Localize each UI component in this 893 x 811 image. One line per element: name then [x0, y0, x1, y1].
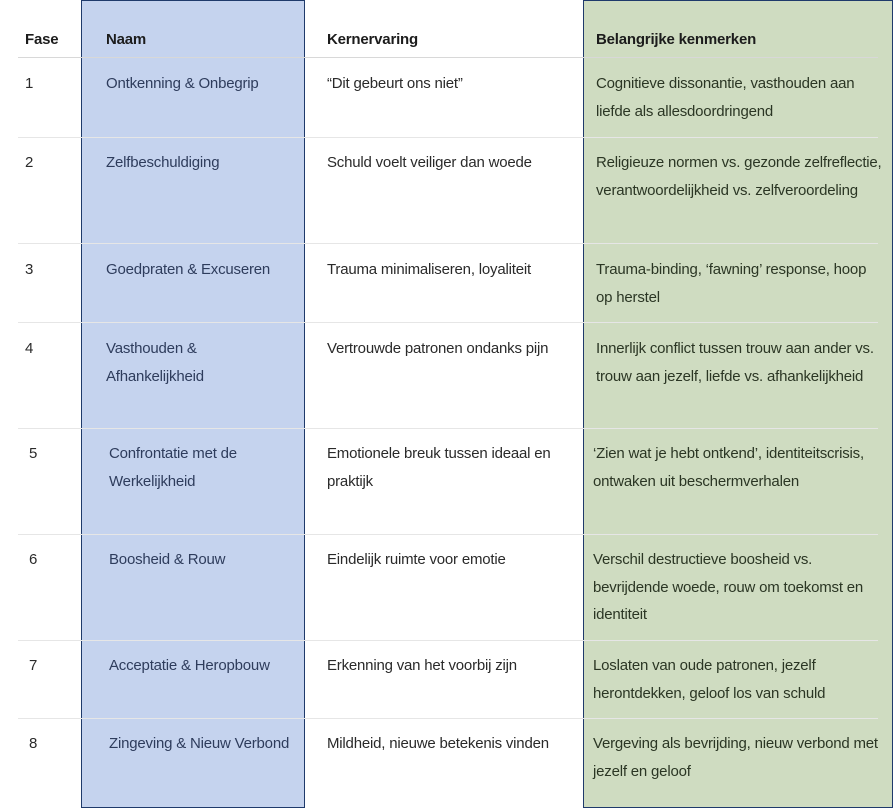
- cell-kernervaring: Mildheid, nieuwe betekenis vinden: [327, 735, 549, 752]
- cell-fase: 1: [25, 75, 34, 92]
- cell-naam: Zelfbeschuldiging: [106, 154, 220, 171]
- cell-naam: Goedpraten & Excuseren: [106, 261, 271, 278]
- cell-kernervaring: Eindelijk ruimte voor emotie: [327, 551, 506, 568]
- cell-naam: Zingeving & Nieuw Verbond: [109, 735, 290, 752]
- cell-kernervaring: “Dit gebeurt ons niet”: [327, 75, 463, 92]
- row-divider: [18, 243, 878, 244]
- cell-naam: Boosheid & Rouw: [109, 551, 226, 568]
- cell-kenmerken: Verschil destructieve boosheid vs. bevrijdende woede, rouw om toekomst en identiteit: [593, 551, 864, 623]
- cell-kenmerken: Loslaten van oude patronen, jezelf herontdekken, geloof los van schuld: [593, 657, 826, 702]
- cell-fase: 5: [29, 445, 38, 462]
- header-fase: Fase: [25, 31, 59, 48]
- cell-fase: 2: [25, 154, 34, 171]
- cell-fase: 6: [29, 551, 38, 568]
- row-divider: [18, 322, 878, 323]
- cell-kenmerken: Innerlijk conflict tussen trouw aan ander vs. trouw aan jezelf, liefde vs. afhankelijkheid: [596, 340, 874, 385]
- cell-kenmerken: Trauma-binding, ‘fawning’ response, hoop op herstel: [596, 261, 867, 306]
- cell-fase: 8: [29, 735, 38, 752]
- cell-kernervaring: Trauma minimaliseren, loyaliteit: [327, 261, 531, 278]
- cell-naam: Confrontatie met de Werkelijkheid: [109, 445, 237, 490]
- cell-kenmerken: Religieuze normen vs. gezonde zelfreflectie, verantwoordelijkheid vs. zelfveroordeling: [596, 154, 882, 199]
- cell-kenmerken: Cognitieve dissonantie, vasthouden aan liefde als allesdoordringend: [596, 75, 855, 120]
- header-kenmerken: Belangrijke kenmerken: [596, 31, 757, 48]
- cell-kernervaring: Emotionele breuk tussen ideaal en praktijk: [327, 445, 551, 490]
- cell-kenmerken: ‘Zien wat je hebt ontkend’, identiteitscrisis, ontwaken uit beschermverhalen: [593, 445, 864, 490]
- cell-kernervaring: Vertrouwde patronen ondanks pijn: [327, 340, 549, 357]
- row-divider: [18, 640, 878, 641]
- cell-kernervaring: Erkenning van het voorbij zijn: [327, 657, 517, 674]
- cell-fase: 7: [29, 657, 38, 674]
- cell-naam: Vasthouden & Afhankelijkheid: [106, 340, 204, 385]
- header-kernervaring: Kernervaring: [327, 31, 418, 48]
- cell-kenmerken: Vergeving als bevrijding, nieuw verbond met jezelf en geloof: [593, 735, 878, 780]
- row-divider: [18, 534, 878, 535]
- row-divider: [18, 718, 878, 719]
- header-naam: Naam: [106, 31, 147, 48]
- row-divider: [18, 137, 878, 138]
- cell-fase: 4: [25, 340, 34, 357]
- header-divider: [18, 57, 878, 58]
- cell-naam: Acceptatie & Heropbouw: [109, 657, 270, 674]
- naam-column-highlight: [81, 0, 305, 808]
- cell-naam: Ontkenning & Onbegrip: [106, 75, 259, 92]
- cell-fase: 3: [25, 261, 34, 278]
- row-divider: [18, 428, 878, 429]
- cell-kernervaring: Schuld voelt veiliger dan woede: [327, 154, 532, 171]
